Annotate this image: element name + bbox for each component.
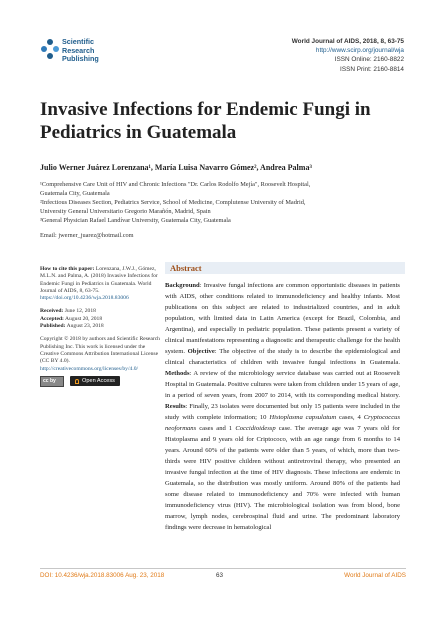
license-link[interactable]: http://creativecommons.org/licenses/by/4.0/	[40, 365, 139, 372]
journal-name: World Journal of AIDS, 2018, 8, 63-75	[291, 38, 404, 45]
issn-print: ISSN Print: 2160-8814	[340, 65, 404, 73]
received-date: June 12, 2018	[64, 308, 96, 315]
page-number: 63	[216, 572, 224, 579]
affiliations	[40, 181, 400, 226]
footer-journal: World Journal of AIDS	[344, 572, 406, 579]
copyright-block	[40, 336, 160, 386]
affiliation-line: Guatemala City, Guatemala	[40, 189, 110, 197]
species-name: Coccidioidessp	[235, 425, 276, 432]
journal-info	[204, 37, 404, 74]
cc-by-license-icon[interactable]	[40, 376, 64, 387]
objective-label: Objective	[187, 348, 215, 355]
footer-divider	[40, 568, 406, 569]
article-sidebar	[40, 266, 160, 393]
issn-online: ISSN Online: 2160-8822	[334, 56, 404, 64]
methods-label: Methods	[165, 370, 190, 377]
objective-text: : The objective of the study is to describe the epidemiological and clinical characteristics of children with invasive fungal infections in Guatemala.	[165, 348, 400, 366]
results-label: Results	[165, 403, 186, 410]
published-label: Published:	[40, 323, 66, 330]
paper-title	[40, 98, 400, 144]
dates-block	[40, 308, 160, 330]
logo-line: Scientific	[62, 37, 94, 46]
logo-line: Research	[62, 45, 95, 55]
affiliation-line: University General Universitario Gregorio Marañón, Madrid, Spain	[40, 207, 211, 215]
cc-badge-text: cc by	[43, 377, 56, 384]
scirp-logo-icon	[40, 38, 60, 62]
footer-doi[interactable]: DOI: 10.4236/wja.2018.83006 Aug. 23, 2018	[40, 572, 165, 579]
title-line: Pediatrics in Guatemala	[40, 122, 237, 143]
open-access-badge	[70, 376, 120, 386]
copyright-text: Copyright © 2018 by authors and Scientific Research Publishing Inc. This work is licensed under the Creative Commons Attribution International License (CC BY 4.0).	[40, 336, 160, 365]
species-name: Histoplasma capsulatum	[269, 414, 337, 421]
journal-url-link[interactable]: http://www.scirp.org/journal/wja	[315, 47, 404, 55]
title-line: Invasive Infections for Endemic Fungi in	[40, 99, 371, 120]
cite-label: How to cite this paper:	[40, 266, 95, 272]
corresponding-email[interactable]: Email: jwerner_juarez@hotmail.com	[40, 232, 134, 239]
author-list: Julio Werner Juárez Lorenzana¹, María Luisa Navarro Gómez², Andrea Palma³	[40, 163, 312, 172]
abstract-heading: Abstract	[170, 263, 202, 273]
results-text: cases, 4	[336, 414, 364, 421]
open-access-label: Open Access	[82, 378, 115, 385]
abstract-body	[165, 280, 400, 533]
citation-block	[40, 266, 160, 302]
background-text: : Invasive fungal infections are common opportunistic diseases in patients with AIDS, other conditions related to immunodeficiency and healthy infants. Most publications on this subject are related to industrialized countries, and in adult population, with limited data in Latin America (except for Brazil, Colombia, and Argentina), and especially in pediatric population. These patients present a variety of clinical manifestations representing a diagnostic and therapeutic challenge for the health system.	[165, 282, 400, 355]
affiliation-line: ¹Comprehensive Care Unit of HIV and Chronic Infections "Dr. Carlos Rodolfo Mejía", Roosevelt Hospital,	[40, 181, 311, 188]
results-text: case. The average age was 7 years old for Histoplasma and 9 years old for Criptococo, with an age range from 6 months to 14 years. Around 60% of the patients were older than 5 years, of which, more than two-thirds were HIV positive children without antiretroviral therapy, who presented an invasive fungal infection at the time of HIV diagnosis. These infections are endemic in Guatemala, so the distribution was mostly uniform. Around 80% of the patients had some disease related to immunodeficiency and 70% were infected with human immunodeficiency virus (HIV). The microbiological isolation was from blood, bone marrow, lymph nodes, cerebrospinal fluid and urine. The predominant laboratory findings were decrease in hematological	[165, 425, 400, 531]
affiliation-line: ²Infectious Diseases Section, Pediatrics Service, School of Medicine, Complutense University of Madrid,	[40, 198, 306, 206]
accepted-label: Accepted:	[40, 315, 64, 322]
open-lock-icon	[75, 379, 79, 384]
doi-link[interactable]: https://doi.org/10.4236/wja.2018.83006	[40, 295, 129, 302]
publisher-logo	[40, 38, 130, 64]
published-date: August 23, 2018	[66, 323, 104, 330]
results-text: cases and 1	[196, 425, 236, 432]
logo-line: Publishing	[62, 54, 99, 64]
accepted-date: August 20, 2018	[65, 315, 103, 322]
species-name: Cryptococcus neoformans	[165, 414, 401, 432]
cite-text: Lorenzana, J.W.J., Gómez, M.L.N. and Palma, A. (2018) Invasive Infections for Endemic Fungi in Pediatrics in Guatemala. World Journal of AIDS, 8, 63-75.	[40, 266, 158, 294]
methods-text: : A review of the microbiology service database was carried out at Roosevelt Hospital in Guatemala. Positive cultures were taken from children under 15 years of age, in a period of seven years, from 2007 to 2014, with its corresponding medical history.	[165, 370, 400, 399]
received-label: Received:	[40, 308, 64, 315]
results-text: : Finally, 23 isolates were documented but only 15 patients were included in the study with complete information; 10	[165, 403, 400, 421]
background-label: Background	[165, 282, 200, 289]
affiliation-line: ³General Physician Rafael Landívar University, Guatemala City, Guatemala	[40, 216, 231, 224]
